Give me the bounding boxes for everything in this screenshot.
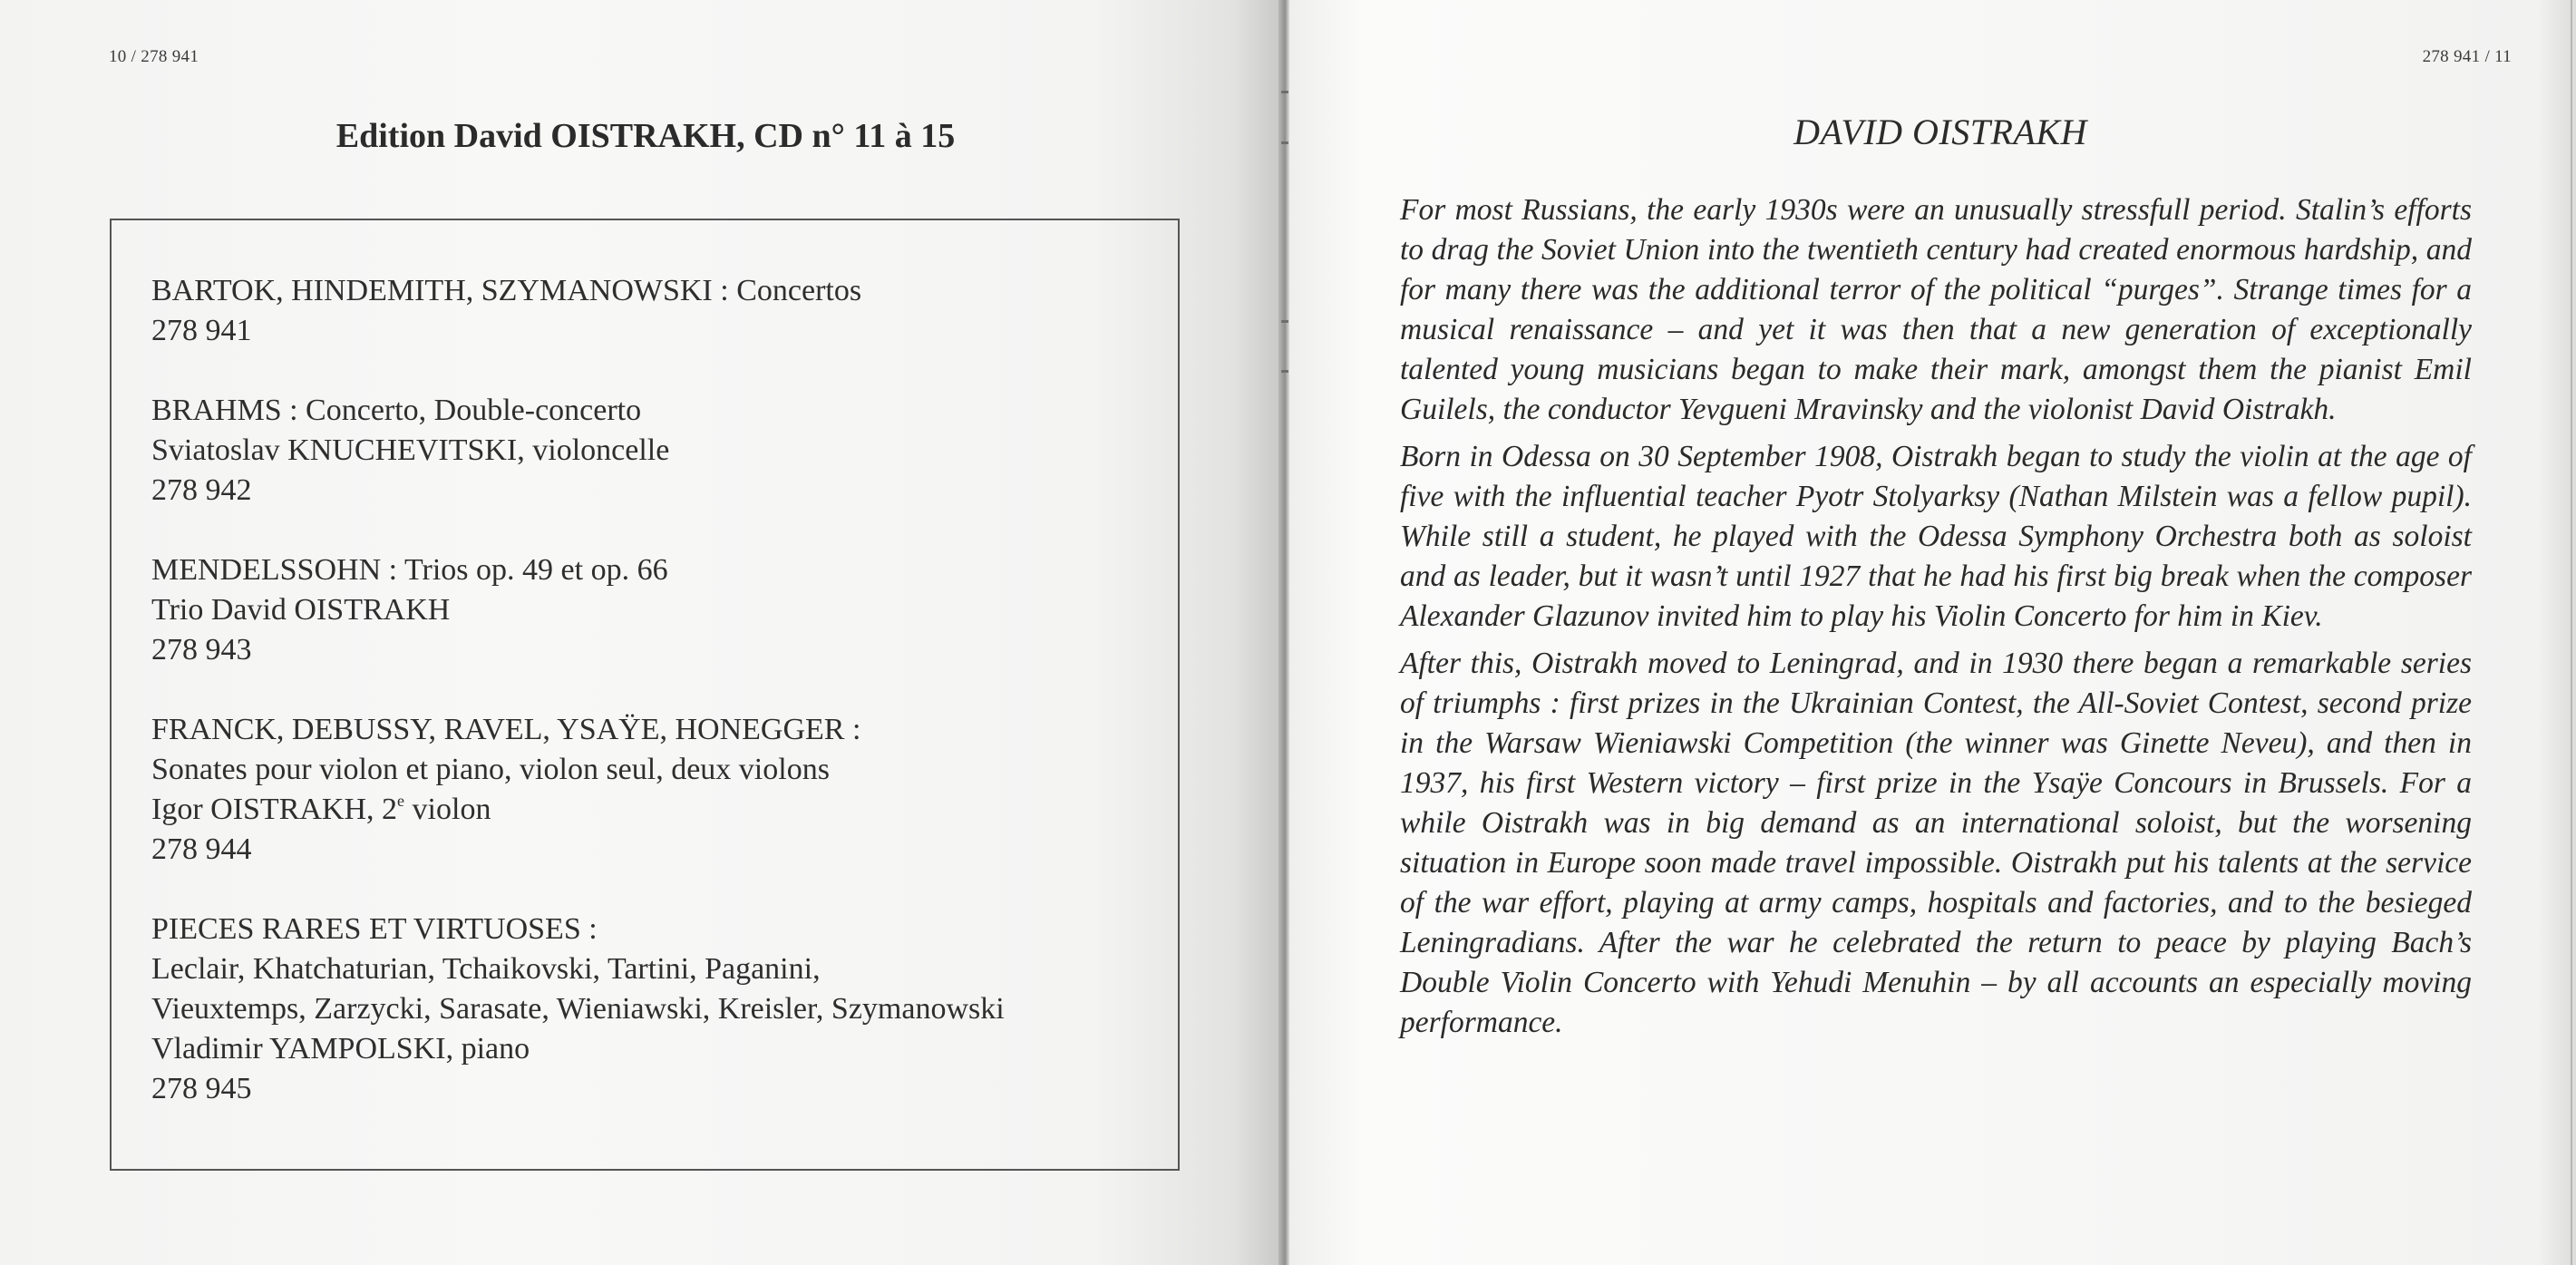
cd-program: BRAHMS : Concerto, Double-concerto: [151, 394, 642, 427]
staple-icon: [1281, 141, 1288, 144]
performer-name: Igor OISTRAKH, 2: [151, 793, 398, 826]
ordinal-superscript: e: [397, 792, 405, 810]
left-page-folio: 10 / 278 941: [109, 47, 199, 66]
cd-catalog-number: 278 944: [151, 832, 252, 866]
biography-article: [1400, 190, 2472, 1050]
article-title: DAVID OISTRAKH: [1793, 112, 2087, 152]
cd-list: [151, 271, 1167, 1149]
staple-icon: [1281, 91, 1288, 93]
cd-program: BARTOK, HINDEMITH, SZYMANOWSKI : Concertos: [151, 274, 862, 307]
cd-performer: Vladimir YAMPOLSKI, piano: [151, 1032, 530, 1066]
article-paragraph: After this, Oistrakh moved to Leningrad, and in 1930 there began a remarkable series of triumphs : first prizes in the Ukrainian Contest, the All-Soviet Contest, second prize in the Warsaw Wieniawski Competition (the winner was Ginette Neveu), and then in 1937, his first Western victory – first prize in the Ysaÿe Concours in Brussels. For a while Oistrakh was in big demand as an international soloist, but the worsening situation in Europe soon made travel impossible. Oistrakh put his talents at the service of the war effort, playing at army camps, hospitals and factories, and to the besieged Leningradians. After the war he celebrated the return to peace by playing Bach’s Double Violin Concerto with Yehudi Menuhin – by all accounts an especially moving performance.: [1400, 647, 2472, 1039]
cd-entry-278945: [151, 910, 1167, 1109]
staple-icon: [1281, 370, 1288, 373]
cd-catalog-number: 278 941: [151, 314, 252, 347]
left-page: [0, 0, 1286, 1265]
cd-composers: Leclair, Khatchaturian, Tchaikovski, Tartini, Paganini,: [151, 952, 821, 986]
edition-title: Edition David OISTRAKH, CD n° 11 à 15: [335, 117, 956, 155]
article-paragraph: Born in Odessa on 30 September 1908, Oistrakh began to study the violin at the age of five with the influential teacher Pyotr Stolyarksy (Nathan Milstein was a fellow pupil). While still a student, he played with the Odessa Symphony Orchestra both as soloist and as leader, but it wasn’t until 1927 that he had his first big break when the composer Alexander Glazunov invited him to play his Violin Concerto for him in Kiev.: [1400, 440, 2472, 633]
cd-performer: Sviatoslav KNUCHEVITSKI, violoncelle: [151, 433, 670, 467]
cd-program-detail: Sonates pour violon et piano, violon seul, deux violons: [151, 753, 830, 786]
cd-entry-278941: [151, 271, 1167, 351]
cd-catalog-number: 278 943: [151, 633, 252, 667]
cd-performer: Trio David OISTRAKH: [151, 593, 451, 627]
cd-entry-278942: [151, 391, 1167, 511]
cd-composers: Vieuxtemps, Zarzycki, Sarasate, Wieniawski, Kreisler, Szymanowski: [151, 992, 1005, 1026]
cd-performer: [151, 790, 1167, 830]
cd-program: PIECES RARES ET VIRTUOSES :: [151, 912, 598, 946]
article-paragraph: For most Russians, the early 1930s were an unusually stressfull period. Stalin’s efforts to drag the Soviet Union into the twentieth century had created enormous hardship, and for many there was the additional terror of the political “purges”. Strange times for a musical renaissance – and yet it was then that a new generation of exceptionally talented young musicians began to make their mark, amongst them the pianist Emil Guilels, the conductor Yevgueni Mravinsky and the violonist David Oistrakh.: [1400, 193, 2472, 426]
performer-role: violon: [404, 793, 491, 826]
cd-list-box: [110, 219, 1180, 1171]
cd-catalog-number: 278 945: [151, 1072, 252, 1105]
staple-icon: [1281, 320, 1288, 323]
cd-entry-278943: [151, 550, 1167, 670]
cd-entry-278944: [151, 710, 1167, 870]
page-edge: [2571, 0, 2572, 1265]
booklet-spine: [1278, 0, 1289, 1265]
cd-catalog-number: 278 942: [151, 473, 252, 507]
right-page-folio: 278 941 / 11: [2422, 47, 2512, 66]
cd-program: MENDELSSOHN : Trios op. 49 et op. 66: [151, 553, 668, 587]
cd-program: FRANCK, DEBUSSY, RAVEL, YSAŸE, HONEGGER :: [151, 713, 861, 746]
